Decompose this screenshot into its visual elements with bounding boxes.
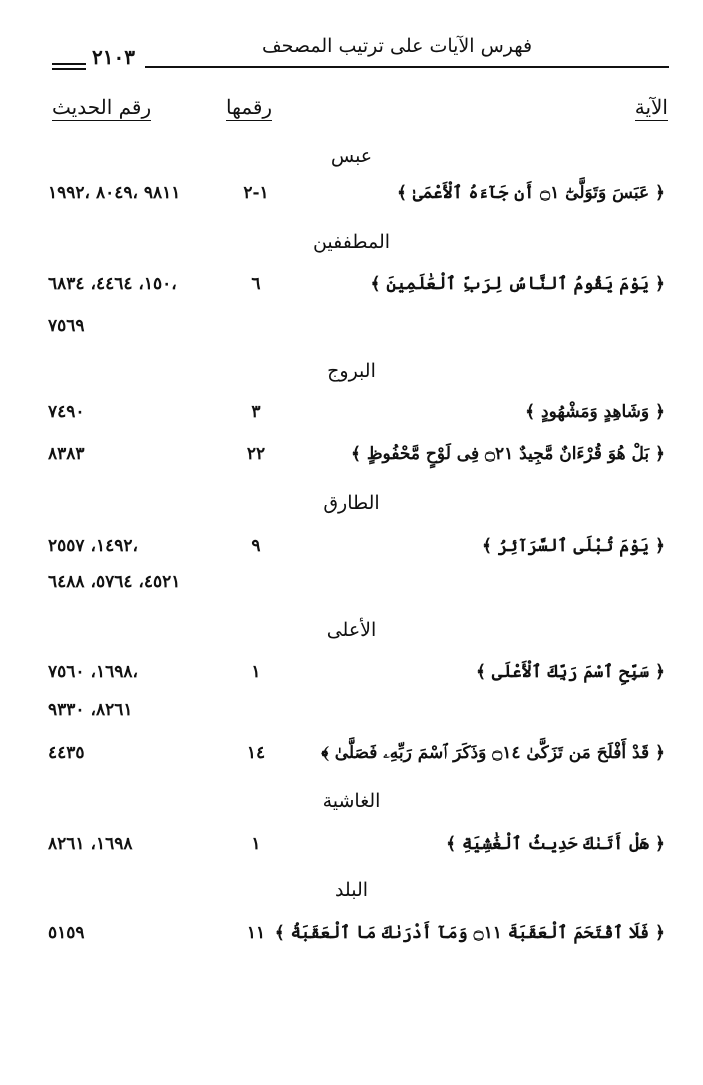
verse-text: ﴿ قَدْ أَفْلَحَ مَن تَزَكَّىٰ ۝١٤ وَذَكَرَ ٱسْمَ رَبِّهِۦ فَصَلَّىٰ ﴾ [321,743,665,763]
surah-heading: المطففين [312,231,391,253]
header-rule-left-bottom [52,68,86,70]
surah-heading: البروج [327,360,376,382]
hadith-numbers: ٧٤٩٠ [48,402,85,422]
verse-number: ٣ [251,402,261,422]
verse-text: ﴿ بَلْ هُوَ قُرْءَانٌ مَّجِيدٌ ۝٢١ فِى لَوْحٍ مَّحْفُوظٍ ﴾ [350,444,665,464]
verse-text: ﴿ فَلَا ٱقْتَحَمَ ٱلْعَقَبَةَ ۝١١ وَمَآ أَدْرَىٰكَ مَا ٱلْعَقَبَةُ ﴾ [274,923,665,943]
verse-text: ﴿ عَبَسَ وَتَوَلَّىٰٓ ۝١ أَن جَآءَهُ ٱلْأَعْمَىٰ ﴾ [396,183,665,203]
hadith-numbers: ٤٤٣٥ [48,743,85,763]
column-heading-aya: الآية [634,95,668,119]
hadith-numbers: ٩٨١١ ،٨٠٤٩ ،١٩٩٢ [48,183,181,203]
hadith-numbers-continued: ٤٥٢١، ٥٧٦٤، ٦٤٨٨ [48,572,181,592]
verse-text: ﴿ وَشَاهِدٍ وَمَشْهُودٍ ﴾ [525,402,665,422]
hadith-numbers: ٨٣٨٣ [48,444,85,464]
verse-number: ٩ [251,536,261,556]
hadith-numbers-continued: ٧٥٦٩ [48,316,85,336]
surah-heading: الطارق [323,492,380,514]
verse-number: ٦ [251,274,261,294]
verse-text: ﴿ سَبِّحِ ٱسْمَ رَبِّكَ ٱلْأَعْلَى ﴾ [476,662,665,682]
page-number: ٢١٠٣ [92,45,135,69]
hadith-numbers-continued: ٨٢٦١، ٩٣٣٠ [48,700,133,720]
column-heading-hadith-number: رقم الحديث [52,95,152,119]
verse-number: ١١ [246,923,266,943]
verse-number: ١٤ [246,743,266,763]
column-heading-aya-number: رقمها [226,95,273,119]
hadith-numbers: ١٥٠، ٤٤٦٤، ٦٨٣٤، [48,274,177,294]
hadith-numbers: ٥١٥٩ [48,923,85,943]
verse-text: ﴿ يَوْمَ يَقُومُ ٱلنَّاسُ لِرَبِّ ٱلْعَٰلَمِينَ ﴾ [370,274,665,294]
verse-text: ﴿ هَلْ أَتَىٰكَ حَدِيثُ ٱلْغَٰشِيَةِ ﴾ [446,834,665,854]
hadith-numbers: ١٤٩٢، ٢٥٥٧، [48,536,138,556]
running-title: فهرس الآيات على ترتيب المصحف [262,35,533,57]
surah-heading: الأعلى [326,619,377,641]
surah-heading: الغاشية [322,790,381,812]
surah-heading: البلد [334,879,369,901]
verse-number: ١ [251,662,261,682]
verse-number: ٢٢ [246,444,266,464]
header-rule [145,66,669,68]
hadith-numbers: ١٦٩٨، ٨٢٦١ [48,834,133,854]
verse-number: ١-٢ [243,183,269,203]
verse-text: ﴿ يَوْمَ تُبْلَى ٱلسَّرَآئِرُ ﴾ [481,536,665,556]
hadith-numbers: ١٦٩٨، ٧٥٦٠، [48,662,138,682]
surah-heading: عبس [330,145,373,167]
verse-number: ١ [251,834,261,854]
header-rule-left-top [52,63,86,65]
